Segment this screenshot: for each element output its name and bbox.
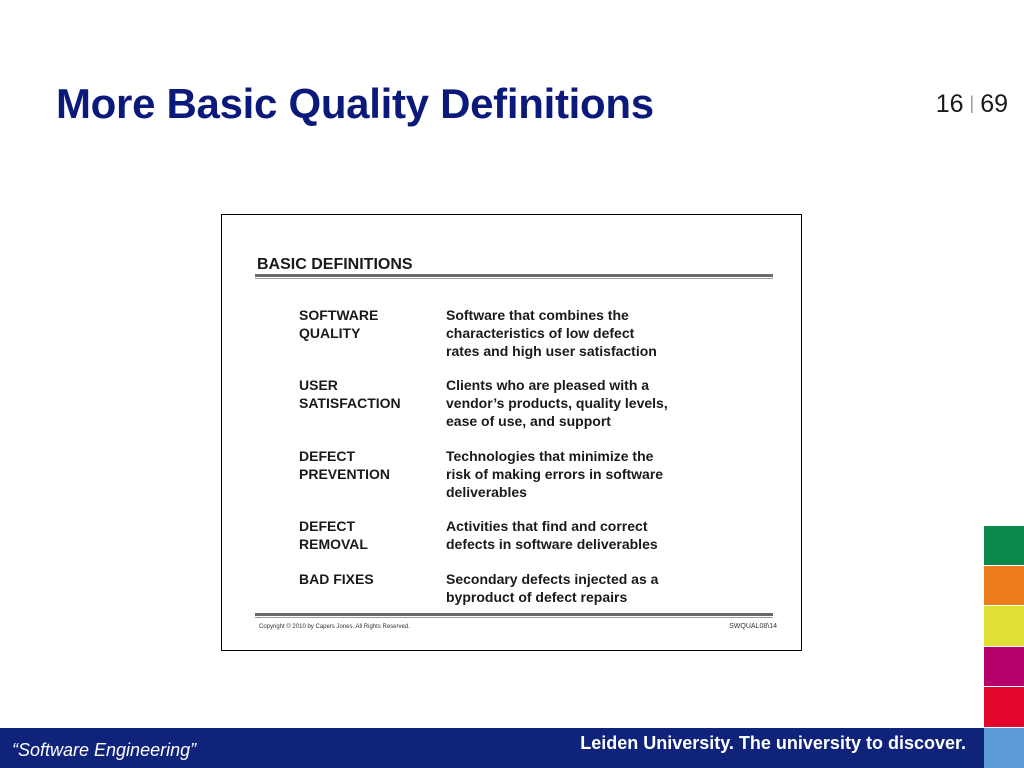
embedded-slide-image (221, 214, 802, 651)
page-separator: | (969, 93, 975, 113)
definition-term: DEFECT REMOVAL (299, 518, 368, 552)
definition-text: Software that combines the characteristics of low defect rates and high user satisfaction (446, 307, 657, 359)
color-stripe-yellow (984, 606, 1024, 646)
definition-text: Secondary defects injected as a byproduct of defect repairs (446, 571, 659, 605)
definition-term: DEFECT PREVENTION (299, 448, 391, 482)
slide-title: More Basic Quality Definitions (56, 80, 654, 127)
footer-course-name: “Software Engineering” (12, 740, 197, 760)
color-stripe-lightblue (984, 728, 1024, 768)
page-current: 16 (935, 90, 964, 118)
definition-term: SOFTWARE QUALITY (299, 307, 379, 341)
embedded-heading: BASIC DEFINITIONS (257, 256, 413, 273)
heading-rule (255, 274, 773, 277)
definition-term: BAD FIXES (299, 571, 374, 587)
page-number (936, 90, 1008, 119)
bottom-rule (255, 613, 773, 616)
heading-rule-thin (255, 278, 773, 279)
embedded-copyright: Copyright © 2010 by Capers Jones. All Rights Reserved. (259, 624, 410, 630)
color-stripe-red (984, 687, 1024, 727)
page-total: 69 (980, 90, 1008, 118)
definition-text: Activities that find and correct defects in software deliverables (446, 518, 658, 552)
definition-text: Technologies that minimize the risk of making errors in software deliverables (446, 448, 664, 500)
definition-text: Clients who are pleased with a vendor’s products, quality levels, ease of use, and support (446, 377, 668, 429)
color-stripe-magenta (984, 647, 1024, 686)
definition-term: USER SATISFACTION (299, 377, 401, 411)
color-stripe-green (984, 526, 1024, 565)
bottom-rule-thin (255, 617, 773, 618)
color-stripe-orange (984, 566, 1024, 605)
footer-bar (0, 728, 984, 768)
footer-university-tagline: Leiden University. The university to discover. (580, 733, 966, 753)
embedded-slide-code: SWQUAL08\14 (729, 623, 777, 630)
